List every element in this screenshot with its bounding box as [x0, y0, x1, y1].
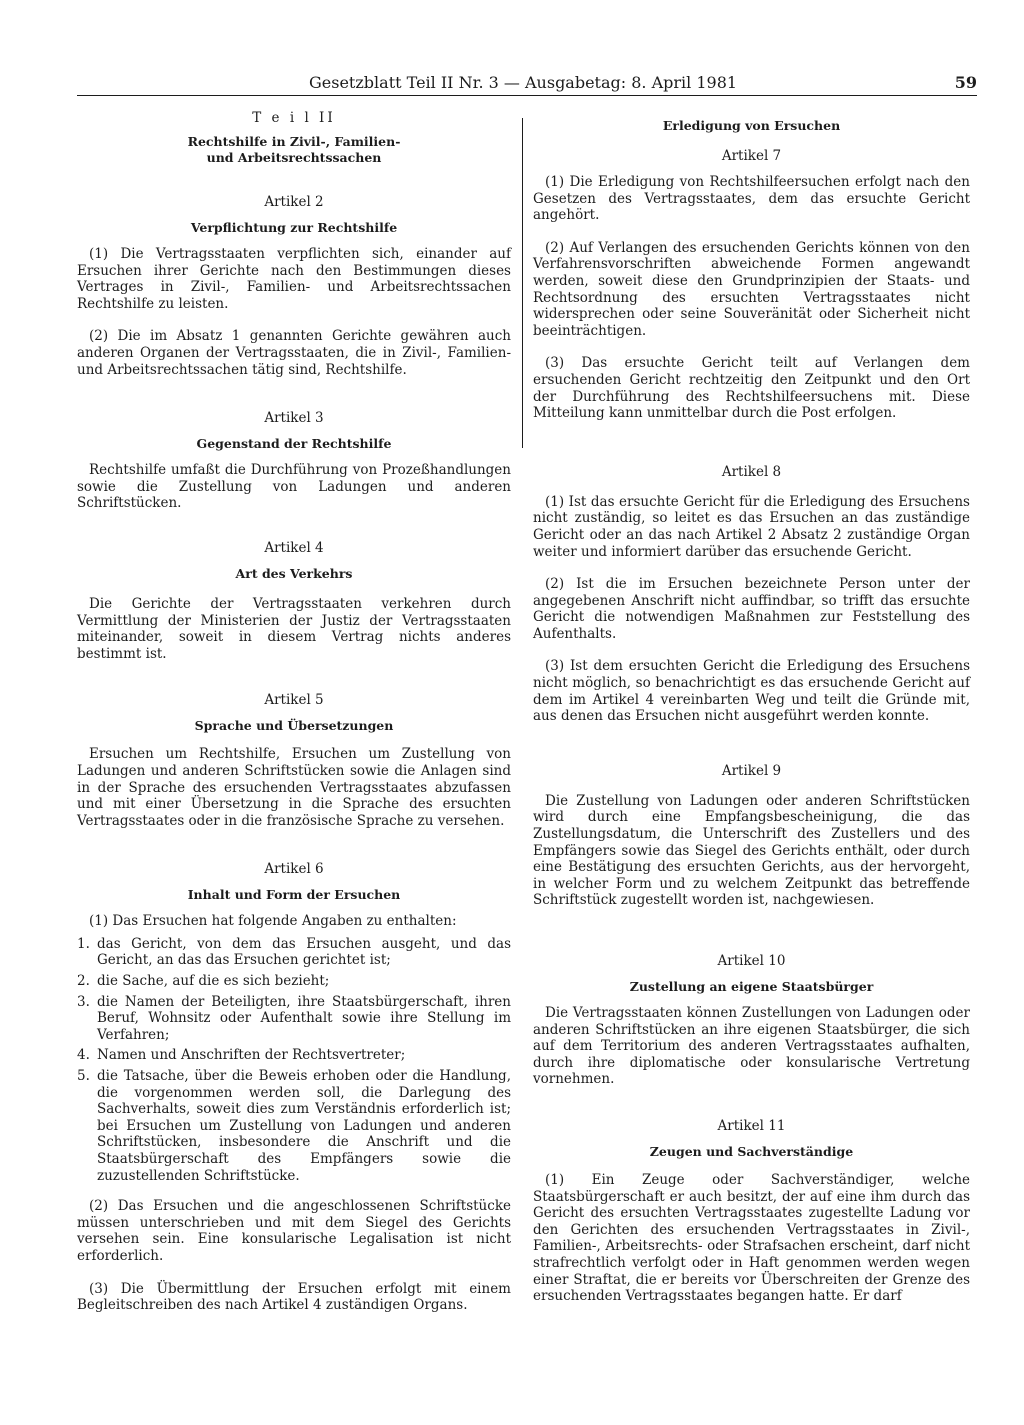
article-2-paragraph-2: (2) Die im Absatz 1 genannten Gerichte gewähren auch anderen Organen der Vertragsstaaten, die in Zivil-, Familien- und Arbeitsrechtssachen tätig sind, Rechtshilfe.	[77, 328, 511, 378]
article-4-label: Artikel 4	[264, 539, 324, 556]
article-6-label: Artikel 6	[264, 861, 324, 878]
article-5-heading: Sprache und Übersetzungen	[194, 718, 394, 734]
article-3-paragraph-1: Rechtshilfe umfaßt die Durchführung von Prozeßhandlungen sowie die Zustellung von Ladungen und anderen Schriftstücken.	[77, 462, 511, 512]
item-text: die Sache, auf die es sich bezieht;	[97, 973, 330, 990]
article-7-paragraph-2: (2) Auf Verlangen des ersuchenden Gerichts können von den Verfahrensvorschriften abweichende Formen angewandt werden, soweit diese den Grundprinzipien der Staats- und Rechtsordnung des ersuchten Vertragsstaates nicht widersprechen oder seine Souveränität oder Sicherheit nicht beeinträchtigen.	[533, 239, 970, 339]
article-11-label: Artikel 11	[717, 1117, 786, 1134]
item-text: die Namen der Beteiligten, ihre Staatsbürgerschaft, ihren Beruf, Wohnsitz oder Aufenthalt sowie ihre Stellung im Verfahren;	[97, 993, 511, 1043]
article-3-heading: Gegenstand der Rechtshilfe	[196, 436, 392, 452]
article-6-list	[77, 936, 511, 1184]
article-2-heading: Verpflichtung zur Rechtshilfe	[190, 220, 398, 235]
article-7-paragraph-1: (1) Die Erledigung von Rechtshilfeersuchen erfolgt nach den Gesetzen des Vertragsstaates, dem das ersuchte Gericht angehört.	[533, 174, 970, 224]
article-5-paragraph-1: Ersuchen um Rechtshilfe, Ersuchen um Zustellung von Ladungen und anderen Schriftstücken sowie die Anlagen sind in der Sprache des ersuchenden Vertragsstaates abzufassen und mit einer Übersetzung in die Sprache des ersuchten Vertragsstaates oder in die französische Sprache zu versehen.	[77, 746, 511, 829]
article-6-intro: (1) Das Ersuchen hat folgende Angaben zu enthalten:	[89, 913, 457, 930]
item-text: das Gericht, von dem das Ersuchen ausgeht, und das Gericht, an das das Ersuchen gerichtet ist;	[97, 935, 511, 969]
article-5-label: Artikel 5	[264, 692, 324, 709]
list-item	[77, 973, 511, 990]
article-7-paragraph-3: (3) Das ersuchte Gericht teilt auf Verlangen dem ersuchenden Gericht rechtzeitig den Zeitpunkt und den Ort der Durchführung des Rechtshilfeersuchens mit. Diese Mitteilung kann unmittelbar durch die Post erfolgen.	[533, 355, 970, 422]
list-item	[77, 1047, 511, 1064]
left-column	[77, 110, 511, 1314]
article-8-label: Artikel 8	[721, 463, 782, 480]
item-number: 3.	[77, 993, 90, 1010]
list-item	[77, 936, 511, 969]
part-heading-line-1: Rechtshilfe in Zivil-, Familien-	[187, 134, 401, 149]
article-4-paragraph-1: Die Gerichte der Vertragsstaaten verkehren durch Vermittlung der Ministerien der Justiz der Vertragsstaaten miteinander, soweit in diesem Vertrag nichts anderes bestimmt ist.	[77, 595, 511, 662]
article-2-paragraph-1: (1) Die Vertragsstaaten verpflichten sich, einander auf Ersuchen ihrer Gerichte nach den Bestimmungen dieses Vertrages in Zivil-, Familien- und Arbeitsrechtssachen Rechtshilfe zu leisten.	[77, 246, 511, 312]
article-7-heading: Erledigung von Ersuchen	[662, 118, 841, 133]
article-4-heading: Art des Verkehrs	[235, 565, 353, 581]
article-6-heading: Inhalt und Form der Ersuchen	[187, 887, 401, 903]
article-9-paragraph-1: Die Zustellung von Ladungen oder anderen Schriftstücken wird durch eine Empfangsbescheinigung, die das Zustellungsdatum, die Unterschrift des Zustellers und des Empfängers sowie das Siegel des Gerichts enthält, oder durch eine Bestätigung des ersuchten Gerichts, aus der hervorgeht, in welcher Form und zu welchem Zeitpunkt das betreffende Schriftstück zugestellt worden ist, nachgewiesen.	[533, 792, 970, 909]
page-header	[77, 73, 977, 96]
item-text: die Tatsache, über die Beweis erhoben oder die Handlung, die vorgenommen werden soll, die Darlegung des Sachverhalts, soweit dies zum Verständnis erforderlich ist; bei Ersuchen um Zustellung von Ladungen und anderen Schriftstücken, insbesondere die Anschrift und die Staatsbürgerschaft des Empfängers sowie die zuzustellenden Schriftstücke.	[97, 1068, 511, 1184]
article-6-paragraph-3: (3) Die Übermittlung der Ersuchen erfolgt mit einem Begleitschreiben des nach Artikel 4 zuständigen Organs.	[77, 1280, 511, 1314]
right-column	[533, 110, 970, 1305]
article-10-paragraph-1: Die Vertragsstaaten können Zustellungen von Ladungen oder anderen Schriftstücken an ihre eigenen Staatsbürger, die sich auf dem Territorium des anderen Vertragsstaates aufhalten, durch ihre diplomatische oder konsularische Vertretung vornehmen.	[533, 1005, 970, 1088]
page-number: 59	[954, 73, 977, 92]
article-8-paragraph-1: (1) Ist das ersuchte Gericht für die Erledigung des Ersuchens nicht zuständig, so leitet es das Ersuchen an das zuständige Gericht oder an das nach Artikel 2 Absatz 2 zuständige Organ weiter und informiert darüber das ersuchende Gericht.	[533, 493, 970, 560]
article-7-label: Artikel 7	[721, 148, 782, 164]
article-9-label: Artikel 9	[721, 762, 782, 779]
list-item	[77, 1068, 511, 1184]
article-11-paragraph-1: (1) Ein Zeuge oder Sachverständiger, welche Staatsbürgerschaft er auch besitzt, der auf eine ihm durch das Gericht des ersuchten Vertragsstaates zugestellte Ladung vor den Gerichten des ersuchenden Vertragsstaates in Zivil-, Familien-, Arbeitsrechts- oder Strafsachen erscheint, darf nicht strafrechtlich verfolgt oder in Haft genommen werden wegen einer Straftat, die er bereits vor Überschreiten der Grenze des ersuchenden Vertragsstaates begangen hatte. Er darf	[533, 1171, 970, 1305]
item-number: 5.	[77, 1068, 90, 1085]
part-heading-line-2: und Arbeitsrechtssachen	[206, 150, 382, 165]
list-item	[77, 994, 511, 1044]
item-number: 2.	[77, 973, 90, 990]
item-number: 1.	[77, 935, 90, 952]
article-2-label: Artikel 2	[264, 194, 324, 210]
column-divider	[522, 118, 523, 448]
article-11-heading: Zeugen und Sachverständige	[649, 1143, 854, 1159]
article-10-label: Artikel 10	[717, 953, 786, 969]
article-8-paragraph-3: (3) Ist dem ersuchten Gericht die Erledigung des Ersuchens nicht möglich, so benachrichtigt es das ersuchende Gericht auf dem im Artikel 4 vereinbarten Weg und teilt die Gründe mit, aus denen das Ersuchen nicht ausgeführt werden konnte.	[533, 658, 970, 725]
article-10-heading: Zustellung an eigene Staatsbürger	[629, 979, 874, 994]
part-label: T e i l II	[252, 110, 336, 126]
article-8-paragraph-2: (2) Ist die im Ersuchen bezeichnete Person unter der angegebenen Anschrift nicht auffindbar, so trifft das ersuchte Gericht die notwendigen Maßnahmen zur Feststellung des Aufenthalts.	[533, 576, 970, 642]
item-number: 4.	[77, 1047, 90, 1064]
article-3-label: Artikel 3	[264, 410, 324, 427]
header-title: Gesetzblatt Teil II Nr. 3 — Ausgabetag: 8. April 1981	[309, 73, 738, 92]
item-text: Namen und Anschriften der Rechtsvertreter;	[97, 1047, 406, 1064]
article-6-paragraph-2: (2) Das Ersuchen und die angeschlossenen Schriftstücke müssen unterschrieben und mit dem Siegel des Gerichts versehen sein. Eine konsularische Legalisation ist nicht erforderlich.	[77, 1198, 511, 1264]
